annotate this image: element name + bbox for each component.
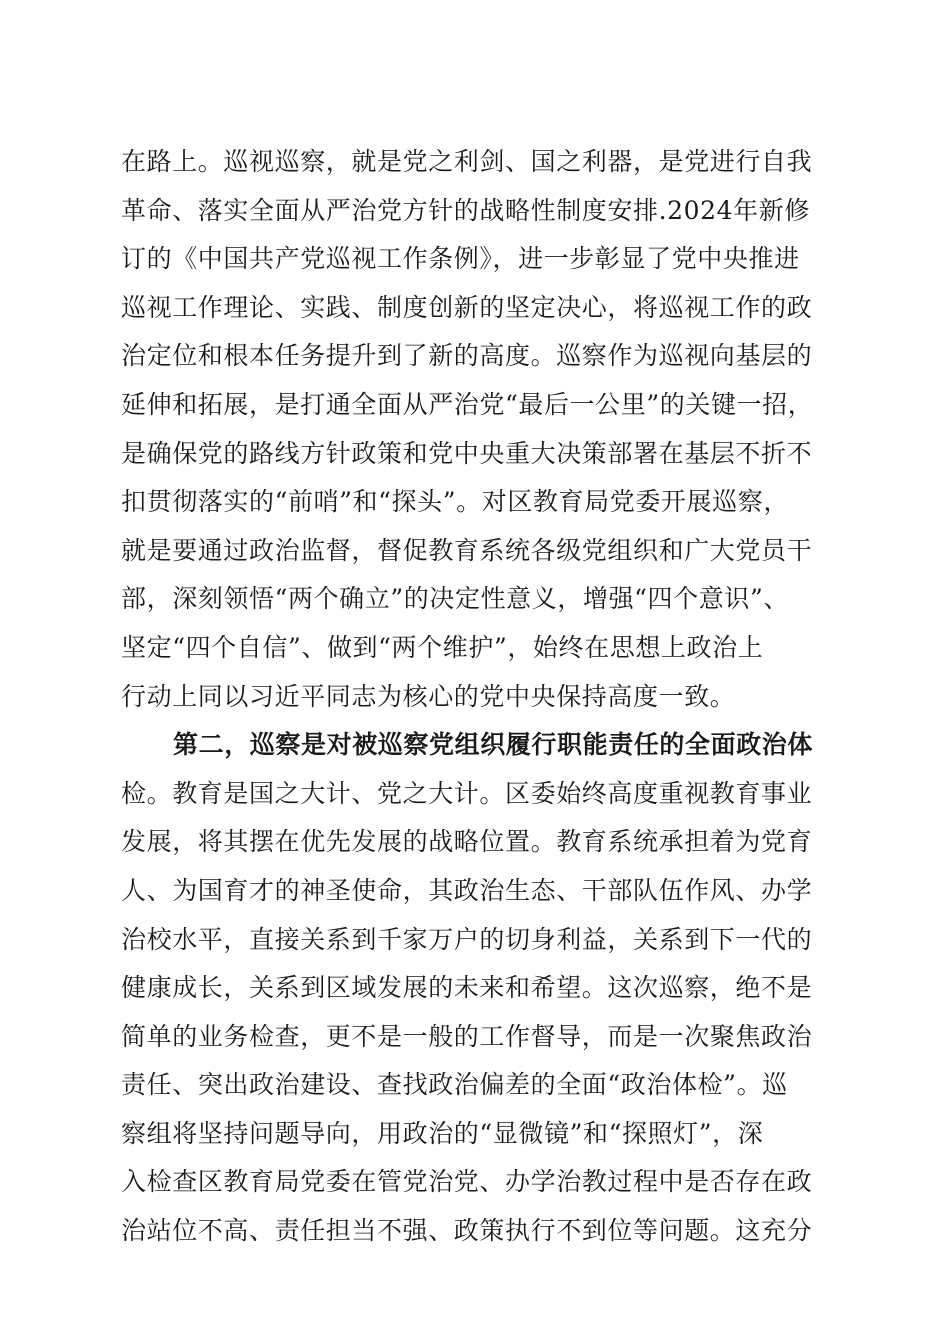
paragraph-line: 检。教育是国之大计、党之大计。区委始终高度重视教育事业 bbox=[121, 778, 813, 808]
paragraph-line: 是确保党的路线方针政策和党中央重大决策部署在基层不折不 bbox=[121, 438, 813, 468]
paragraph-line: 治校水平，直接关系到千家万户的切身利益，关系到下一代的 bbox=[121, 924, 813, 954]
paragraph-line: 扣贯彻落实的“前哨”和“探头”。对区教育局党委开展巡察， bbox=[121, 487, 789, 517]
paragraph-line: 察组将坚持问题导向，用政治的“显微镜”和“探照灯”，深 bbox=[121, 1118, 764, 1148]
paragraph-line: 治定位和根本任务提升到了新的高度。巡察作为巡视向基层的 bbox=[121, 341, 813, 371]
paragraph-line: 就是要通过政治监督，督促教育系统各级党组织和广大党员干 bbox=[121, 535, 813, 565]
paragraph-line: 订的《中国共产党巡视工作条例》，进一步彰显了党中央推进 bbox=[121, 244, 800, 274]
paragraph-line: 部，深刻领悟“两个确立”的决定性意义，增强“四个意识”、 bbox=[121, 584, 789, 614]
paragraph-line: 坚定“四个自信”、做到“两个维护”，始终在思想上政治上 bbox=[121, 632, 764, 662]
body-text bbox=[121, 138, 841, 1256]
paragraph-line: 治站位不高、责任担当不强、政策执行不到位等问题。这充分 bbox=[121, 1216, 813, 1246]
paragraph-line: 在路上。巡视巡察，就是党之利剑、国之利器，是党进行自我 bbox=[121, 147, 813, 176]
paragraph-line: 健康成长，关系到区域发展的未来和希望。这次巡察，绝不是 bbox=[121, 973, 813, 1003]
paragraph-line: 行动上同以习近平同志为核心的党中央保持高度一致。 bbox=[121, 681, 736, 711]
paragraph-line: 简单的业务检查，更不是一般的工作督导，而是一次聚焦政治 bbox=[121, 1021, 813, 1051]
paragraph-line: 革命、落实全面从严治党方针的战略性制度安排.2024年新修 bbox=[121, 195, 810, 225]
paragraph-line: 人、为国育才的神圣使命，其政治生态、干部队伍作风、办学 bbox=[121, 875, 813, 905]
paragraph-line: 责任、突出政治建设、查找政治偏差的全面“政治体检”。巡 bbox=[121, 1070, 788, 1100]
paragraph-line: 发展，将其摆在优先发展的战略位置。教育系统承担着为党育 bbox=[121, 827, 813, 857]
section-heading-line: 第二，巡察是对被巡察党组织履行职能责任的全面政治体 bbox=[173, 730, 814, 760]
paragraph-line: 入检查区教育局党委在管党治党、办学治教过程中是否存在政 bbox=[121, 1167, 813, 1197]
paragraph-line: 巡视工作理论、实践、制度创新的坚定决心，将巡视工作的政 bbox=[121, 292, 813, 322]
paragraph-line: 延伸和拓展，是打通全面从严治党“最后一公里”的关键一招， bbox=[121, 389, 814, 419]
